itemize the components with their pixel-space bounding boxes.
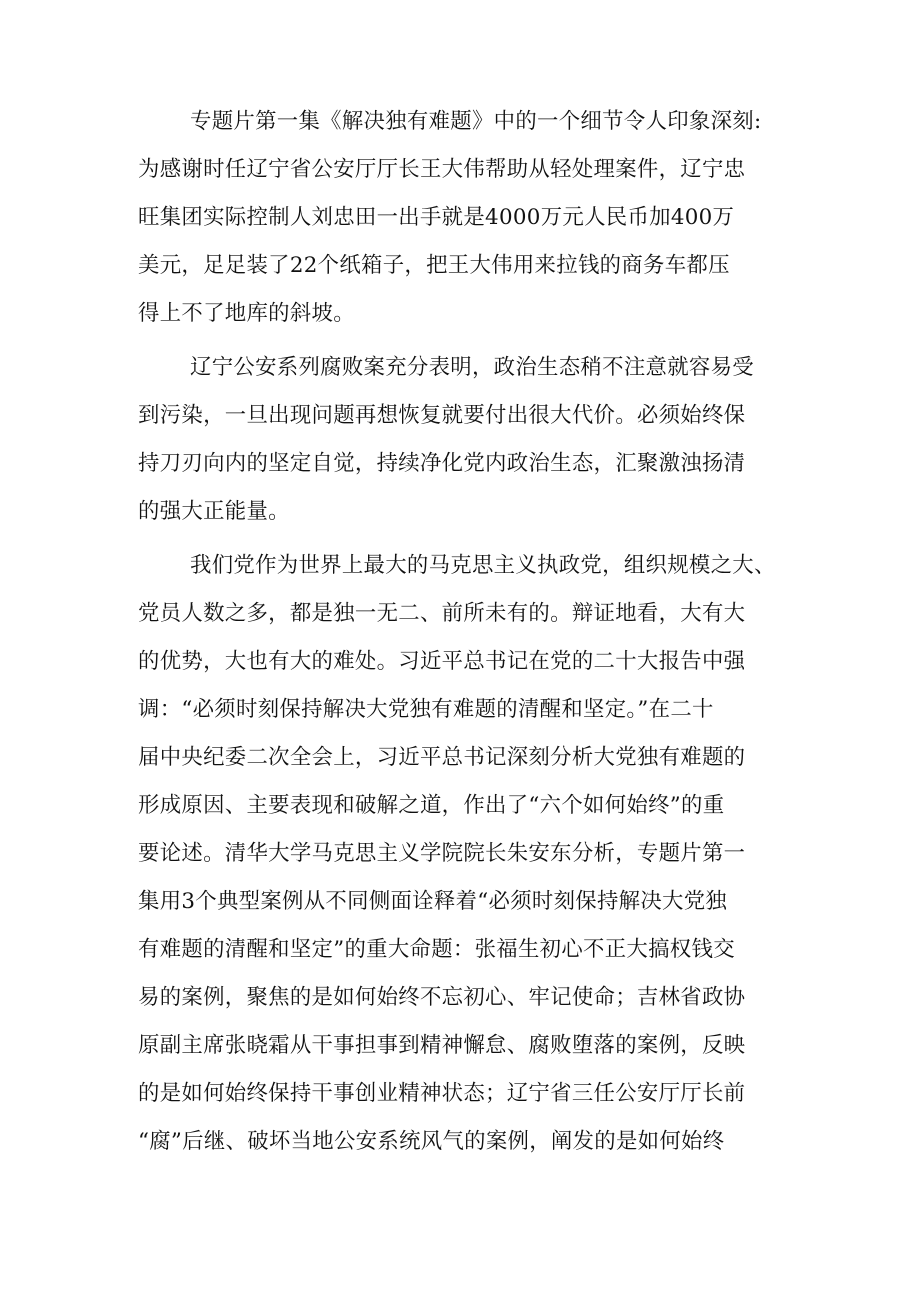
paragraph-3-line-6: 形成原因、主要表现和破解之道，作出了“六个如何始终”的重 [138, 793, 725, 818]
paragraph-3-line-1: 我们党作为世界上最大的马克思主义执政党，组织规模之大、 [190, 553, 776, 578]
paragraph-3-line-3: 的优势，大也有大的难处。习近平总书记在党的二十大报告中强 [138, 649, 746, 674]
paragraph-3-line-5: 届中央纪委二次全会上，习近平总书记深刻分析大党独有难题的 [138, 745, 746, 770]
paragraph-2-line-2: 到污染，一旦出现问题再想恢复就要付出很大代价。必须始终保 [138, 403, 746, 428]
paragraph-2-line-4: 的强大正能量。 [138, 499, 290, 524]
paragraph-2-line-1: 辽宁公安系列腐败案充分表明，政治生态稍不注意就容易受 [190, 355, 754, 380]
paragraph-1-line-1: 专题片第一集《解决独有难题》中的一个细节令人印象深刻: [190, 109, 762, 134]
paragraph-3-line-7: 要论述。清华大学马克思主义学院院长朱安东分析，专题片第一 [138, 841, 746, 866]
paragraph-2-line-3: 持刀刃向内的坚定自觉，持续净化党内政治生态，汇聚激浊扬清 [138, 451, 746, 476]
paragraph-3-line-13: “腐”后继、破坏当地公安系统风气的案例，阐发的是如何始终 [138, 1129, 725, 1154]
paragraph-3-line-9: 有难题的清醒和坚定”的重大命题：张福生初心不正大搞权钱交 [138, 937, 735, 962]
paragraph-3-line-11: 原副主席张晓霜从干事担事到精神懈怠、腐败堕落的案例，反映 [138, 1033, 746, 1058]
paragraph-1-line-3: 旺集团实际控制人刘忠田一出手就是4000万元人民币加400万 [138, 205, 735, 230]
paragraph-3-line-10: 易的案例，聚焦的是如何始终不忘初心、牢记使命；吉林省政协 [138, 985, 746, 1010]
paragraph-1-line-2: 为感谢时任辽宁省公安厅厅长王大伟帮助从轻处理案件，辽宁忠 [138, 157, 746, 182]
paragraph-3-line-8: 集用3个典型案例从不同侧面诠释着“必须时刻保持解决大党独 [138, 889, 728, 914]
paragraph-3-line-2: 党员人数之多，都是独一无二、前所未有的。辩证地看，大有大 [138, 601, 746, 626]
paragraph-1-line-4: 美元，足足装了22个纸箱子，把王大伟用来拉钱的商务车都压 [138, 253, 730, 278]
paragraph-3-line-4: 调：“必须时刻保持解决大党独有难题的清醒和坚定。”在二十 [138, 697, 714, 722]
paragraph-1-line-5: 得上不了地库的斜坡。 [138, 301, 355, 326]
paragraph-3-line-12: 的是如何始终保持干事创业精神状态；辽宁省三任公安厅厅长前 [138, 1081, 746, 1106]
